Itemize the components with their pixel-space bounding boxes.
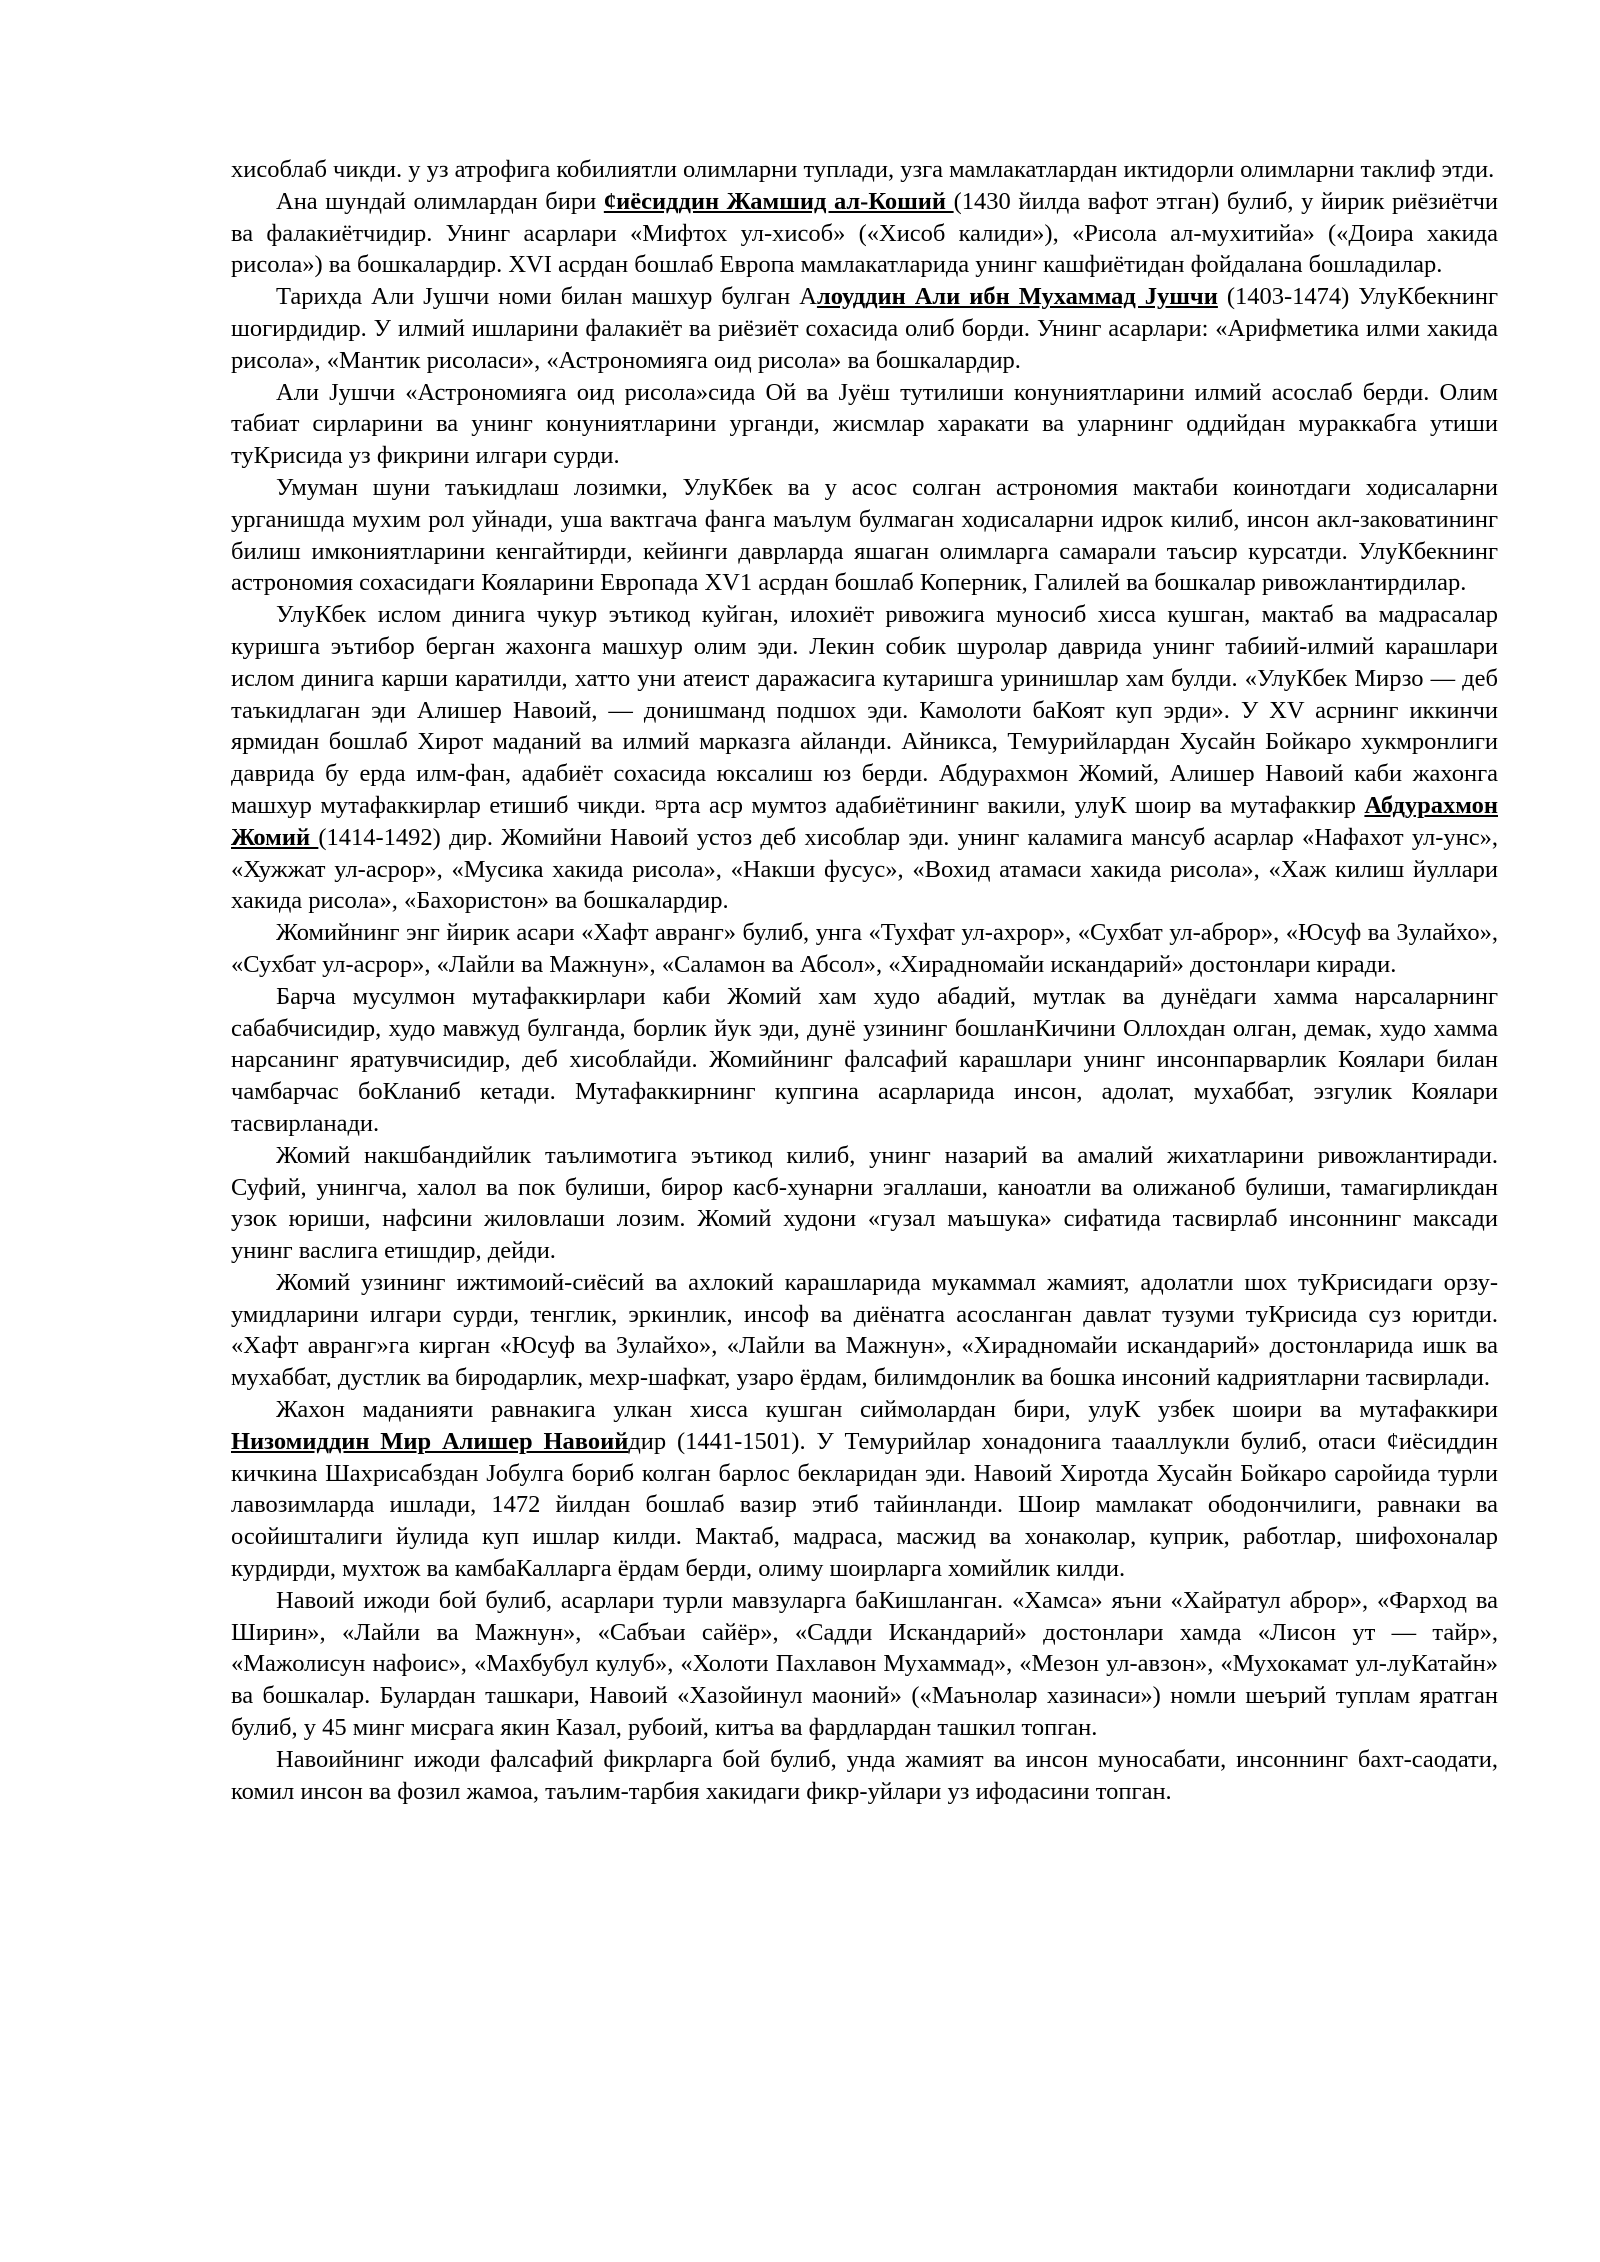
scholar-name: лоуддин Али ибн Мухаммад Јушчи — [816, 283, 1218, 311]
paragraph: Али Јушчи «Астрономияга оид рисола»сида Ой ва Јуёш тутилиши конуниятларини илмий асослаб берди. Олим табиат сирларини ва унинг конуниятларини урганди, жисмлар харакати ва уларнинг оддийдан мураккабга утиши туКрисида уз фикрини илгари сурди. — [231, 378, 1498, 470]
paragraph: Жомийнинг энг йирик асари «Хафт авранг» булиб, унга «Тухфат ул-ахрор», «Сухбат ул-аброр», «Юсуф ва Зулайхо», «Сухбат ул-асрор», «Лайли ва Мажнун», «Саламон ва Абсол», «Хирадномайи искандарий» достонлари киради. — [231, 919, 1498, 978]
paragraph — [231, 186, 1498, 281]
paragraph — [231, 599, 1498, 917]
paragraph-text: (1430 йилда вафот этган) булиб, у йирик риёзиётчи ва фалакиётчидир. Унинг асарлари «Мифтох ул-хисоб» («Хисоб калиди»), «Рисола ал-мухитийа» («Доира хакида рисола») ва бошкалардир. XVI асрдан бошлаб Европа мамлакатларида унинг кашфиётидан фойдалана бошладилар. — [231, 187, 1499, 279]
scholar-name: Низомиддин Мир Алишер Навоий — [231, 1427, 629, 1455]
paragraph-text: Жахон маданияти равнакига улкан хисса кушган сиймолардан бири, улуК узбек шоири ва мутафаккири — [276, 1396, 1498, 1424]
paragraph — [231, 281, 1498, 376]
paragraph: Умуман шуни таъкидлаш лозимки, УлуКбек ва у асос солган астрономия мактаби коинотдаги ходисаларни урганишда мухим рол уйнади, уша вактгача фанга маълум булмаган ходисаларни идрок килиб, инсон акл-заковатининг билиш имкониятларини кенгайтирди, кейинги даврларда яшаган олимларга самарали таъсир курсатди. УлуКбекнинг астрономия сохасидаги Кояларини Европада XV1 асрдан бошлаб Коперник, Галилей ва бошкалар ривожлантирдилар. — [231, 473, 1498, 597]
paragraph-text: (1403-1474) УлуКбекнинг шогирдидир. У илмий ишларини фалакиёт ва риёзиёт сохасида олиб борди. Унинг асарлари: «Арифметика илми хакида рисола», «Мантик рисоласи», «Астрономияга оид рисола» ва бошкалардир. — [231, 283, 1498, 374]
paragraph-text: (1414-1492) дир. Жомийни Навоий устоз деб хисоблар эди. унинг каламига мансуб асарлар «Нафахот ул-унс», «Хужжат ул-асрор», «Мусика хакида рисола», «Накши фусус», «Вохид атамаси хакида рисола», «Хаж килиш йуллари хакида рисола», «Бахористон» ва бошкалардир. — [231, 823, 1499, 915]
paragraph-text: дир (1441-1501). У Темурийлар хонадонига таааллукли булиб, отаси ¢иёсиддин кичкина Шахрисабздан Јобулга бориб колган барлос бекларидан эди. Навоий Хиротда Хусайн Бойкаро саройида турли лавозимларда ишлади, 1472 йилдан бошлаб вазир этиб тайинланди. Шоир мамлакат ободончилиги, равнаки ва осойишталиги йулида куп ишлар килди. Мактаб, мадраса, масжид ва хонаколар, куприк, работлар, шифохоналар курдирди, мухтож ва камбаКалларга ёрдам берди, олиму шоирларга хомийлик килди. — [231, 1427, 1498, 1583]
paragraph: Навоийнинг ижоди фалсафий фикрларга бой булиб, унда жамият ва инсон муносабати, инсоннинг бахт-саодати, комил инсон ва фозил жамоа, таълим-тарбия хакидаги фикр-уйлари уз ифодасини топган. — [231, 1745, 1498, 1805]
paragraph: хисоблаб чикди. у уз атрофига кобилиятли олимларни туплади, узга мамлакатлардан иктидорли олимларни таклиф этди. — [231, 156, 1495, 183]
paragraph-text: Ана шундай олимлардан бири — [276, 187, 604, 215]
paragraph: Барча мусулмон мутафаккирлари каби Жомий хам худо абадий, мутлак ва дунёдаги хамма нарсаларнинг сабабчисидир, худо мавжуд булганда, борлик йук эди, дунё узининг бошланКичини Оллохдан олган, демак, худо хамма нарсанинг яратувчисидир, деб хисоблайди. Жомийнинг фалсафий карашлари унинг инсонпарварлик Коялари билан чамбарчас боКланиб кетади. Мутафаккирнинг купгина асарларида инсон, адолат, мухаббат, эзгулик Коялари тасвирланади. — [231, 982, 1498, 1137]
paragraph: Навоий ижоди бой булиб, асарлари турли мавзуларга баКишланган. «Хамса» яъни «Хайратул аброр», «Фарход ва Ширин», «Лайли ва Мажнун», «Сабъаи сайёр», «Садди Искандарий» достонлари хамда «Лисон ут — тайр», «Мажолисун нафоис», «Махбубул кулуб», «Холоти Пахлавон Мухаммад», «Мезон ул-авзон», «Мухокамат ул-луКатайн» ва бошкалар. Булардан ташкари, Навоий «Хазойинул маоний» («Маънолар хазинаси») номли шеърий туплам яратган булиб, у 45 минг мисрага якин Казал, рубоий, китъа ва фардлардан ташкил топган. — [231, 1586, 1498, 1742]
scholar-name: Абдурахмон Жомий — [231, 791, 1498, 851]
paragraph: Жомий накшбандийлик таълимотига эътикод килиб, унинг назарий ва амалий жихатларини ривожлантиради. Суфий, унингча, халол ва пок булиши, бирор касб-хунарни эгаллаши, каноатли ва олижаноб булиши, тамагирликдан узок юриши, нафсини жиловлаши лозим. Жомий худони «гузал маъшука» сифатида тасвирлаб инсоннинг максади унинг васлига етишдир, дейди. — [231, 1141, 1498, 1265]
paragraph: Жомий узининг ижтимоий-сиёсий ва ахлокий карашларида мукаммал жамият, адолатли шох туКрисидаги орзу-умидларини илгари сурди, тенглик, эркинлик, инсоф ва диёнатга асосланган давлат тузуми туКрисида суз юритди. «Хафт авранг»га кирган «Юсуф ва Зулайхо», «Лайли ва Мажнун», «Хирадномайи искандарий» достонларида ишк ва мухаббат, дустлик ва биродарлик, мехр-шафкат, узаро ёрдам, билимдонлик ва бошка инсоний кадриятларни тасвирлади. — [231, 1268, 1498, 1392]
paragraph — [231, 1394, 1498, 1585]
paragraph-text: Тарихда Али Јушчи номи билан машхур булган А — [276, 283, 817, 311]
scholar-name: ¢иёсиддин Жамшид ал-Коший — [603, 187, 954, 215]
document-body — [231, 154, 1498, 1807]
paragraph-text: УлуКбек ислом динига чукур эътикод куйган, илохиёт ривожига муносиб хисса кушган, мактаб ва мадрасалар куришга эътибор берган жахонга машхур олим эди. Лекин собик шуролар даврида унинг табиий-илмий карашлари ислом динига карши каратилди, хатто уни атеист даражасига кутаришга уринишлар хам булди. «УлуКбек Мирзо — деб таъкидлаган эди Алишер Навоий, — донишманд подшох эди. Камолоти баКоят куп эрди». У XV асрнинг иккинчи ярмидан бошлаб Хирот маданий ва илмий марказга айланди. Айникса, Темурийлардан Хусайн Бойкаро хукмронлиги даврида бу ерда илм-фан, адабиёт сохасида юксалиш юз берди. Абдурахмон Жомий, Алишер Навоий каби жахонга машхур мутафаккирлар етишиб чикди. ¤рта аср мумтоз адабиётининг вакили, улуК шоир ва мутафаккир — [231, 601, 1498, 819]
